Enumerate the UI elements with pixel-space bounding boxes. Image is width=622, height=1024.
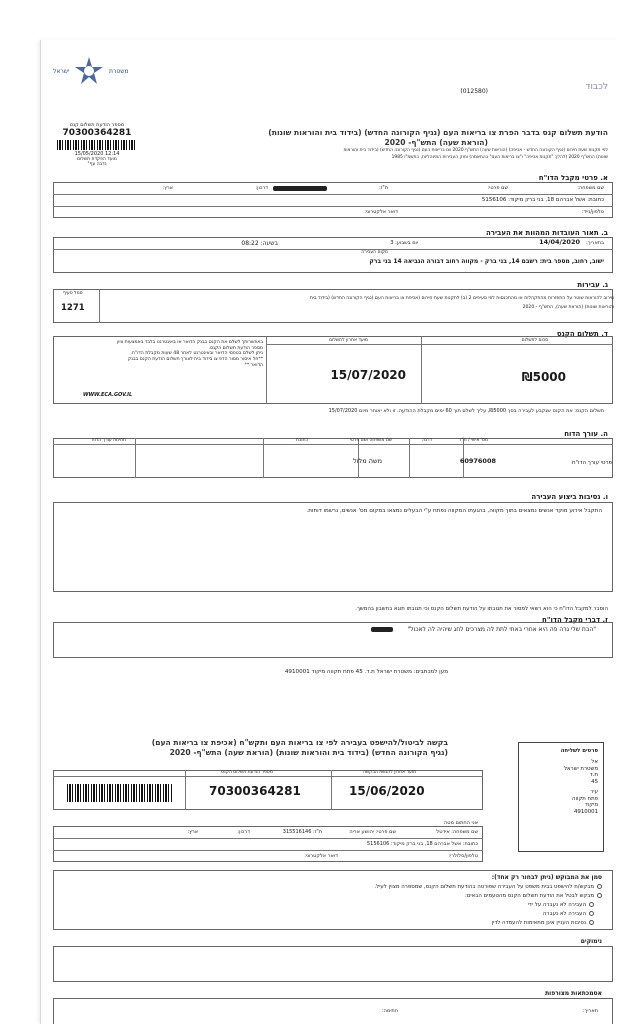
logo-text-police: משטרת — [109, 68, 129, 75]
form2-due-label: מועד אחרון להגשת הבקשה — [363, 770, 417, 775]
section-v-box — [53, 502, 613, 592]
po-value: 45 — [591, 779, 598, 785]
option-circumstances[interactable] — [492, 920, 594, 926]
radio-icon[interactable] — [597, 893, 602, 898]
offense-time: בשעה: 08:22 — [241, 240, 278, 247]
send-details — [522, 748, 598, 816]
option-cancel-label: מבקש לבטל את הודעת תשלום הקנס מהטעמים הבאים: — [465, 893, 594, 899]
notice-block — [53, 122, 141, 174]
form2-country: ארץ: — [187, 829, 198, 835]
payment-info-4: **חל איסור מסור הדפ צו בידוד בית לצורך תשלום הודעת הקנס בבנק — [127, 357, 263, 363]
section-b-title: ב. תאור העובדות המהוות את העבירה — [485, 229, 608, 237]
section-c-title: ג. עבירות — [577, 281, 608, 289]
zip-label: מיקוד — [584, 802, 598, 809]
first-name-label: שם פרטי: — [487, 185, 508, 191]
circumstances-text: התקבל אירוע מוקד אנשים נמצאים בתוך מקווה, בהגעתו המקווה נפתח ע"י הבעלים נמצאו במקום מס' אנשים, נרשמו דוחות. — [306, 508, 602, 514]
offense-place: ישוב, רחוב, מספר בית: רשבם 14, בני ברק - מקווה רחוב דבורה הנביאה 14 בני ברק — [369, 258, 604, 265]
section-d-title: ד. תשלום הקנס — [556, 330, 608, 338]
notice-mark: נדבה עף" — [87, 162, 107, 168]
form-subtitle-2: שונות) התש"ף 2020 (להלן: "תקנות אכיפה" ו"צו בריאות העם" בהתאמה) וחוק העבירות המינהליות, התשמ"ו 1985 — [391, 155, 608, 160]
city-value: פתח תקווה — [572, 795, 598, 802]
section-a-title: א. פרטי מקבל הדו"ח — [538, 174, 608, 182]
form2-email: דואר אלקטרוני: — [304, 853, 338, 859]
selection-title: סמן את המבוקש (ניתן לבחור רק אחד): — [491, 874, 602, 881]
col-rank: דרגה — [422, 438, 432, 443]
city-label: עיר — [590, 788, 598, 795]
form2-barcode — [67, 784, 173, 802]
option-court-label: מבקש/ת להישפט בבית משפט על העבירה שפורטה בהודעת תשלום הקנס, שמספרה מצוין לעיל. — [374, 884, 594, 890]
signature-field-label: חתימה: — [381, 1008, 398, 1014]
officer-name: משה מלול — [353, 457, 382, 465]
send-label: פרטים לשליחה — [560, 748, 598, 754]
col-name: שם משפחה ושם פרטי — [349, 438, 392, 443]
family-name-label: שם משפחה: — [577, 185, 604, 191]
form-title-2: (הוראת שעה) התש"ף- 2020 — [384, 138, 488, 147]
police-logo — [51, 56, 143, 86]
offense-text-2: והוראות שונות) (הוראת שעה), התש"ף - 2020 — [522, 305, 614, 310]
due-date: 15/07/2020 — [330, 368, 406, 382]
form2-notice-number: 70300364281 — [209, 784, 301, 798]
response-notice: הוסבר למקבל הדו"ח כי הוא רשאי למסור את תגובתו על הודעת תשלום הקנס וכי תגובתו תוגא בחשבון בהמשך. — [355, 606, 608, 612]
po-label: ת.ד — [589, 772, 598, 779]
ref-number: (012580) — [460, 88, 488, 95]
officer-id: 60976008 — [459, 457, 496, 465]
offense-date: 14/04/2020 — [539, 238, 580, 246]
email-label: דואר אלקטרוני: — [364, 209, 398, 215]
form2-passport: דרכון: — [237, 829, 250, 835]
form2-title: בקשה לביטול/להישפט בעבירה לפי צו בריאות העם ותקש"ח (אכיפת צו בריאות העם) — [151, 738, 448, 747]
to-label: אל — [591, 758, 598, 765]
to-value: משטרת ישראל — [563, 765, 598, 772]
radio-icon[interactable] — [597, 884, 602, 889]
country-label: ארץ: — [162, 185, 173, 191]
section-e-title: ה. עורך הדוח — [564, 430, 608, 438]
amount-due: ₪5000 — [521, 370, 566, 384]
notice-date-label: מועד הפקדת תשלום — [77, 156, 117, 162]
notice-date: 15/05/2020 12:14 — [74, 150, 120, 157]
option-not-committed-label: העבירה לא נעברה — [542, 911, 586, 917]
attachments-title: אסמכתאות מצורפות — [545, 990, 602, 997]
form2-address: כתובת: אשל אברהם 18, בני ברק מיקוד: 5156106 — [366, 841, 478, 847]
section-z-title: ז. דברי מקבל הדו"ח — [542, 616, 608, 624]
form2-due-date: 15/06/2020 — [349, 784, 425, 798]
address-field: כתובת: אשל אברהם 18, בני ברק מיקוד: 5156106 — [481, 197, 604, 203]
option-cancel[interactable] — [465, 893, 602, 899]
document-page — [40, 40, 618, 1024]
form-title: הודעת תשלום קנס בדבר הפרת צו בריאות העם (נגיף הקורונה החדש) (בידוד בית והוראות שונות) — [268, 128, 608, 137]
reasons-box[interactable] — [53, 946, 613, 982]
redacted-name — [273, 186, 327, 191]
section-v-title: ו. נסיבות ביצוע העבירה — [531, 493, 608, 501]
option-not-committed[interactable] — [543, 911, 594, 917]
reasons-title: נימוקים — [580, 938, 602, 945]
col-signature: חתימת עורך הדוח — [91, 438, 126, 443]
option-not-me-label: העבירה לא נעברה על ידי — [527, 902, 586, 908]
form2-family: שם משפחה: אידטל — [436, 829, 478, 835]
form2-phone: טלפון/סלולרי: — [448, 853, 478, 859]
form2-notice-label: מספר הודעת תשלום הקנס — [221, 770, 273, 775]
section-b-box — [53, 237, 613, 273]
logo-text-israel: ישראל — [53, 68, 70, 75]
form2-title-2: (נגיף הקורונה החדש) (בידוד בית והוראות שונות) (הוראת שעה) התש"ף- 2020 — [169, 748, 448, 757]
payment-info — [55, 340, 263, 369]
zip-value: 4910001 — [573, 809, 598, 815]
offense-code: 1271 — [61, 303, 85, 313]
to-label: לכבוד — [585, 82, 608, 92]
payment-info-2: מספר הודעת תשלום הקנס. — [208, 345, 263, 351]
code-label: סמל סעיף — [63, 291, 83, 296]
mail-address: מען למכתבים: משטרת ישראל ת.ד. 45 פתח תקווה מיקוד 4910001 — [284, 669, 448, 675]
radio-icon[interactable] — [589, 911, 594, 916]
notice-number: 70300364281 — [62, 128, 132, 138]
passport-label: דרכון: — [255, 185, 268, 191]
option-court[interactable] — [374, 884, 602, 890]
due-date-label: מועד אחרון לתשלום — [329, 338, 368, 343]
radio-icon[interactable] — [589, 920, 594, 925]
option-circumstances-label: נסיבות העניין אינן מתאימות להעמדה לדין — [491, 920, 586, 926]
form-subtitle: לפי תקנות שעת חירום (נגיף הקורונה החדש - אכיפה) (הוראות שעה) התש"ף 2020 וצו בריאות העם (נגיף הקורונה החדש) (בידוד בית והוראות — [343, 148, 608, 153]
option-not-me[interactable] — [528, 902, 594, 908]
form2-id: ת"ז: 315516146 — [282, 829, 322, 835]
undersigned-label: אני החתום מטה — [443, 820, 478, 826]
radio-icon[interactable] — [589, 902, 594, 907]
barcode — [57, 140, 137, 150]
police-star-icon — [73, 56, 105, 86]
place-label: מקום העבירה — [361, 250, 388, 255]
form2-first: שם פרטי: יהושע אריה — [349, 829, 396, 835]
payment-info-1: באפשרותך לשלם את הקנס בבנק הדואר או באינטרנט בלבד באמצעות ציון — [116, 340, 263, 345]
col-id: מס' אישי / ת"ז — [460, 438, 488, 443]
notice-label: מספר הודעת תשלום קנס — [69, 122, 125, 128]
payment-info-3: ניתן לשלם בטפסי הדואר ובאינטרנט לאחר 48 שעות מקבלת הדו"ח. — [130, 351, 263, 357]
payment-info-5: הדואר.** — [244, 362, 263, 368]
day-of-week: יום בשבוע: 3 — [390, 240, 418, 246]
date-field-label: תאריך: — [583, 1008, 598, 1014]
recipient-statement: "הבת שלי גרה פה היא אחרי באתי לתת לה מצרכים לחג שיהיה לה לאכול" — [407, 626, 596, 633]
phone-label: טלפון/נייד: — [581, 209, 604, 215]
payment-footer: תשלום הקנס: את הקנס שנקבע לעבירה בסך ₪5000, עליך לשלם תוך 60 ימים מקבלת ההודעה. זו ולא יאוחר מיום 15/07/2020 — [328, 408, 604, 414]
col-address: כתובת — [295, 438, 308, 443]
redacted-word — [371, 627, 393, 632]
amount-label: סכום לתשלום — [521, 338, 548, 343]
id-label: ת"ז: — [378, 185, 388, 191]
attachments-box[interactable] — [53, 998, 613, 1024]
officer-row-label: פרטי עורך הדו"ח — [571, 460, 612, 466]
offense-text: סירוב להוראות שוטר על התפזרות מהתקהלות או מהתכנסות לפי סעיפים 2 (ב) לתקנות שעת חירום (אכיפת צו בריאות העם (נגיף הקורונה החדש) (בידוד בית — [309, 296, 614, 301]
date-label: בתאריך: — [586, 240, 604, 246]
payment-site[interactable]: WWW.ECA.GOV.IL — [83, 392, 133, 398]
